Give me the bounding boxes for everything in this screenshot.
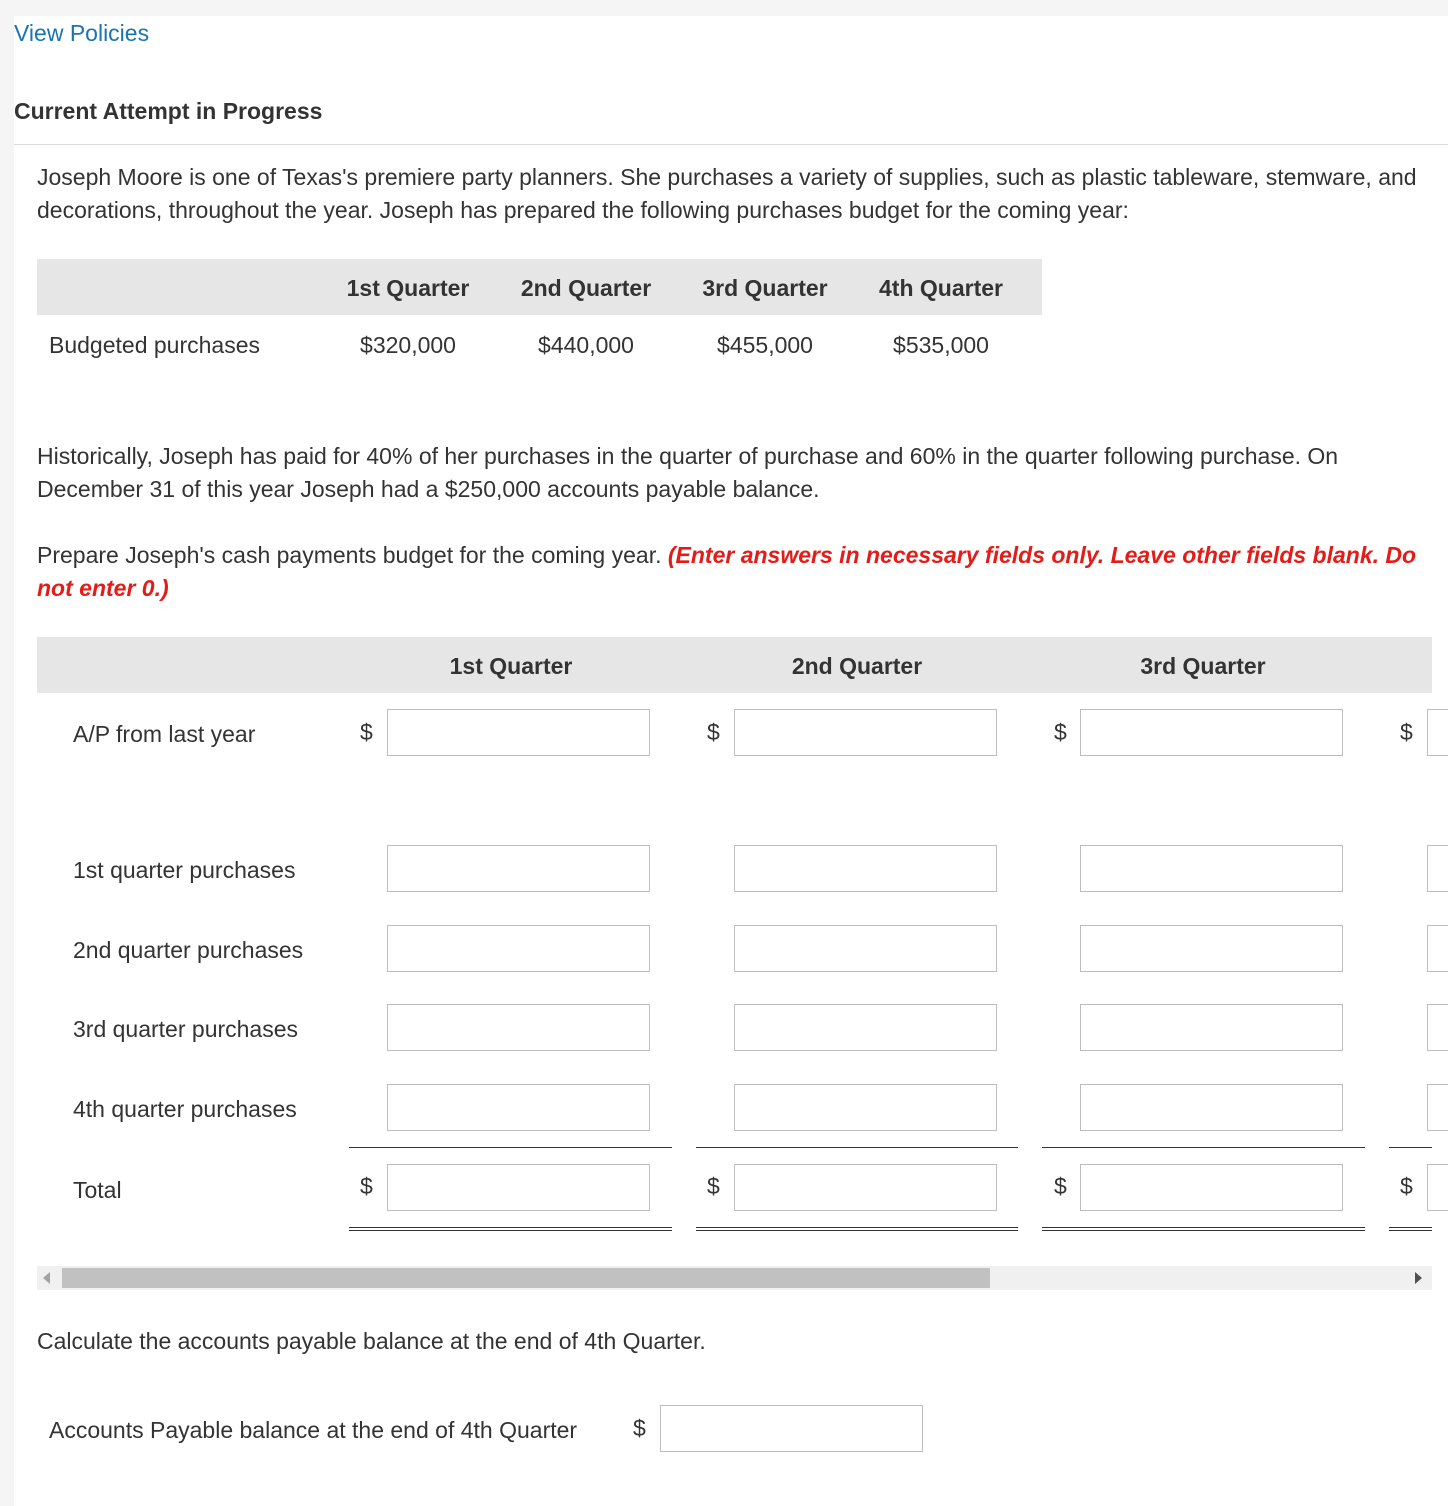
total-q1-input[interactable] <box>387 1164 650 1211</box>
purchases-value-q1: $320,000 <box>360 332 456 358</box>
row-label-q1-purchases: 1st quarter purchases <box>73 857 296 883</box>
purchases-value-q4: $535,000 <box>893 332 989 358</box>
q2-purchases-q2-input[interactable] <box>734 925 997 972</box>
view-policies-link[interactable]: View Policies <box>14 20 150 46</box>
q4-purchases-q2-input[interactable] <box>734 1084 997 1131</box>
dollar-sign: $ <box>360 719 373 745</box>
scroll-right-icon[interactable] <box>1415 1272 1422 1284</box>
ap-balance-question: Calculate the accounts payable balance at the end of 4th Quarter. <box>37 1328 706 1354</box>
payments-header-q3: 3rd Quarter <box>1140 653 1266 679</box>
q1-purchases-q4-input[interactable] <box>1427 845 1448 892</box>
total-double-rule <box>1389 1227 1432 1231</box>
problem-intro: Joseph Moore is one of Texas's premiere party planners. She purchases a variety of supplies, such as plastic tableware, stemware, and decorations, throughout the year. Joseph has prepared the following purchases budget for the coming year: <box>37 164 1417 223</box>
purchases-value-q3: $455,000 <box>717 332 813 358</box>
q3-purchases-q2-input[interactable] <box>734 1004 997 1051</box>
prepare-text: Prepare Joseph's cash payments budget for the coming year. <box>37 542 662 568</box>
dollar-sign: $ <box>1054 1173 1067 1199</box>
purchases-row-label: Budgeted purchases <box>49 332 260 358</box>
q1-purchases-q1-input[interactable] <box>387 845 650 892</box>
q3-purchases-q1-input[interactable] <box>387 1004 650 1051</box>
ap-last-year-q2-input[interactable] <box>734 709 997 756</box>
row-label-q2-purchases: 2nd quarter purchases <box>73 937 304 963</box>
ap-last-year-q4-input[interactable] <box>1427 709 1448 756</box>
horizontal-scrollbar[interactable] <box>37 1266 1432 1290</box>
dollar-sign: $ <box>707 1173 720 1199</box>
problem-prepare <box>37 539 1432 605</box>
total-rule <box>1389 1147 1432 1148</box>
q4-purchases-q4-input[interactable] <box>1427 1084 1448 1131</box>
purchases-value-q2: $440,000 <box>538 332 634 358</box>
total-q4-input[interactable] <box>1427 1164 1448 1211</box>
row-label-total: Total <box>73 1177 122 1203</box>
ap-last-year-q3-input[interactable] <box>1080 709 1343 756</box>
scroll-left-icon[interactable] <box>43 1272 50 1284</box>
instructions-text: (Enter answers in necessary fields only. Leave other fields blank. Do not enter 0.) <box>37 542 1417 601</box>
row-label-q3-purchases: 3rd quarter purchases <box>73 1016 299 1042</box>
row-label-ap-last-year: A/P from last year <box>73 721 256 747</box>
q1-purchases-q3-input[interactable] <box>1080 845 1343 892</box>
total-double-rule <box>1042 1227 1365 1231</box>
ap-balance-input[interactable] <box>660 1405 923 1452</box>
q2-purchases-q4-input[interactable] <box>1427 925 1448 972</box>
total-rule <box>1042 1147 1365 1148</box>
q3-purchases-q4-input[interactable] <box>1427 1004 1448 1051</box>
dollar-sign: $ <box>1400 719 1413 745</box>
total-double-rule <box>349 1227 672 1231</box>
q3-purchases-q3-input[interactable] <box>1080 1004 1343 1051</box>
purchases-header-q3: 3rd Quarter <box>702 275 828 301</box>
dollar-sign: $ <box>1054 719 1067 745</box>
q2-purchases-q1-input[interactable] <box>387 925 650 972</box>
payments-header-q1: 1st Quarter <box>449 653 573 679</box>
payments-header-q2: 2nd Quarter <box>791 653 923 679</box>
ap-last-year-q1-input[interactable] <box>387 709 650 756</box>
dollar-sign: $ <box>707 719 720 745</box>
total-rule <box>696 1147 1018 1148</box>
problem-history: Historically, Joseph has paid for 40% of her purchases in the quarter of purchase and 60% in the quarter following purchase. On December 31 of this year Joseph had a $250,000 accounts payable balance. <box>37 443 1339 502</box>
divider <box>14 144 1448 145</box>
scrollbar-thumb[interactable] <box>62 1268 990 1288</box>
purchases-header-q4: 4th Quarter <box>879 275 1003 301</box>
purchases-header-q2: 2nd Quarter <box>520 275 652 301</box>
total-double-rule <box>696 1227 1018 1231</box>
dollar-sign: $ <box>633 1415 646 1441</box>
ap-balance-label: Accounts Payable balance at the end of 4th Quarter <box>49 1417 578 1443</box>
q1-purchases-q2-input[interactable] <box>734 845 997 892</box>
purchases-header-q1: 1st Quarter <box>346 275 470 301</box>
attempt-title: Current Attempt in Progress <box>14 98 323 124</box>
row-label-q4-purchases: 4th quarter purchases <box>73 1096 297 1122</box>
q4-purchases-q1-input[interactable] <box>387 1084 650 1131</box>
total-rule <box>349 1147 672 1148</box>
total-q3-input[interactable] <box>1080 1164 1343 1211</box>
q4-purchases-q3-input[interactable] <box>1080 1084 1343 1131</box>
total-q2-input[interactable] <box>734 1164 997 1211</box>
dollar-sign: $ <box>360 1173 373 1199</box>
q2-purchases-q3-input[interactable] <box>1080 925 1343 972</box>
dollar-sign: $ <box>1400 1173 1413 1199</box>
